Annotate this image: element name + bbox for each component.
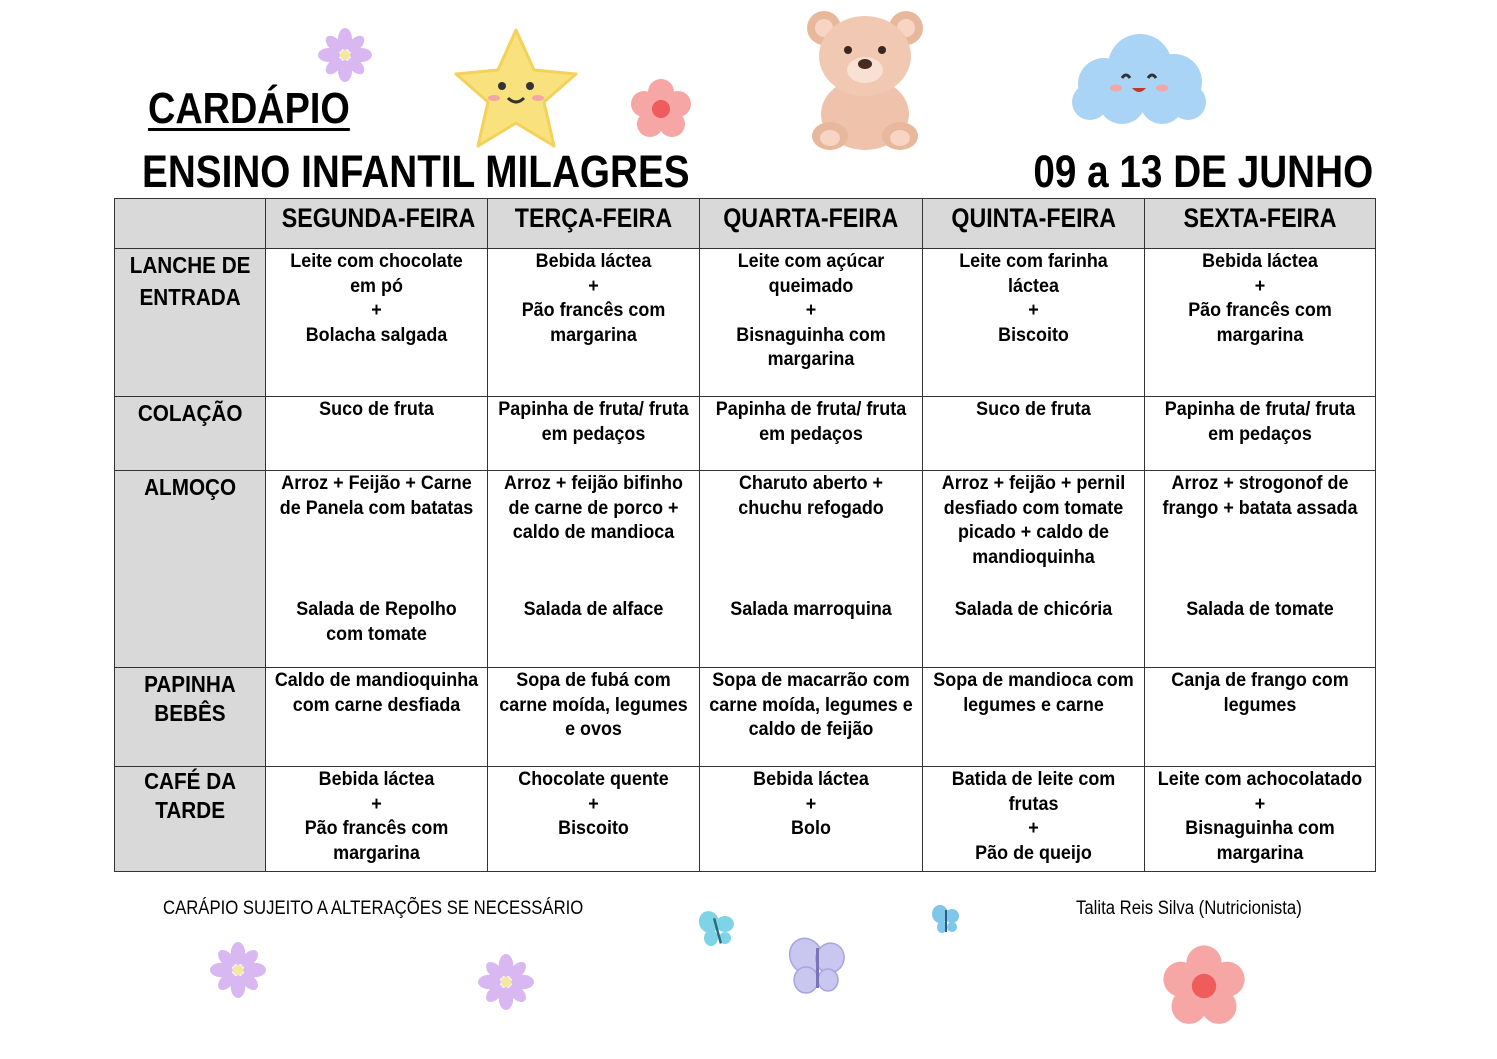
day-header: QUARTA-FEIRA — [700, 199, 923, 249]
menu-cell: Papinha de fruta/ fruta em pedaços — [1145, 397, 1376, 471]
date-range: 09 a 13 DE JUNHO — [1033, 146, 1373, 197]
table-row — [115, 249, 1376, 397]
salad-text: Salada de Repolho com tomate — [296, 598, 457, 645]
footer-note: CARÁPIO SUJEITO A ALTERAÇÕES SE NECESSÁRIO — [163, 898, 584, 919]
meal-label: CAFÉ DA TARDE — [115, 767, 266, 872]
butterfly-icon — [784, 934, 850, 1000]
menu-cell: Canja de frango com legumes — [1145, 668, 1376, 767]
salad-text: Salada marroquina — [730, 598, 892, 620]
nutritionist-signature: Talita Reis Silva (Nutricionista) — [1076, 898, 1302, 919]
meal-label: COLAÇÃO — [115, 397, 266, 471]
menu-cell: Bebida láctea + Pão francês com margarina — [266, 767, 488, 872]
menu-cell: Suco de fruta — [266, 397, 488, 471]
cloud-icon — [1070, 26, 1208, 128]
menu-cell: Leite com achocolatado + Bisnaguinha com margarina — [1145, 767, 1376, 872]
menu-cell: Bebida láctea + Pão francês com margarina — [1145, 249, 1376, 397]
table-row — [115, 397, 1376, 471]
day-header: QUINTA-FEIRA — [923, 199, 1145, 249]
meal-label: PAPINHA BEBÊS — [115, 668, 266, 767]
day-header: TERÇA-FEIRA — [488, 199, 700, 249]
menu-cell: Caldo de mandioquinha com carne desfiada — [266, 668, 488, 767]
menu-cell: Arroz + Feijão + Carne de Panela com batatas Salada de Repolho com tomate — [266, 471, 488, 668]
menu-cell: Arroz + feijão bifinho de carne de porco + caldo de mandioca Salada de alface — [488, 471, 700, 668]
flower-icon — [318, 28, 372, 82]
table-header-row — [115, 199, 1376, 249]
butterfly-icon — [930, 904, 962, 936]
page-title: CARDÁPIO — [148, 84, 350, 133]
menu-table — [114, 198, 1376, 872]
menu-cell: Papinha de fruta/ fruta em pedaços — [488, 397, 700, 471]
salad-text: Salada de alface — [523, 598, 664, 620]
menu-cell: Leite com chocolate em pó + Bolacha salgada — [266, 249, 488, 397]
menu-cell: Leite com açúcar queimado + Bisnaguinha com margarina — [700, 249, 923, 397]
menu-cell: Arroz + feijão + pernil desfiado com tomate picado + caldo de mandioquinha Salada de chicória — [923, 471, 1145, 668]
table-row — [115, 471, 1376, 668]
flower-icon — [478, 954, 534, 1010]
menu-cell: Sopa de fubá com carne moída, legumes e ovos — [488, 668, 700, 767]
menu-cell: Leite com farinha láctea + Biscoito — [923, 249, 1145, 397]
school-name: ENSINO INFANTIL MILAGRES — [142, 146, 690, 197]
table-row — [115, 767, 1376, 872]
menu-cell: Bebida láctea + Bolo — [700, 767, 923, 872]
day-header: SEGUNDA-FEIRA — [266, 199, 488, 249]
star-icon — [452, 26, 580, 152]
flower-icon — [630, 78, 692, 140]
flower-icon — [1162, 944, 1246, 1028]
menu-cell: Chocolate quente + Biscoito — [488, 767, 700, 872]
menu-cell: Charuto aberto + chuchu refogado Salada marroquina — [700, 471, 923, 668]
salad-text: Salada de chicória — [954, 598, 1113, 620]
corner-cell — [115, 199, 266, 249]
menu-cell: Sopa de macarrão com carne moída, legumes e caldo de feijão — [700, 668, 923, 767]
table-row — [115, 668, 1376, 767]
day-header: SEXTA-FEIRA — [1145, 199, 1376, 249]
menu-cell: Bebida láctea + Pão francês com margarina — [488, 249, 700, 397]
menu-cell: Arroz + strogonof de frango + batata assada Salada de tomate — [1145, 471, 1376, 668]
menu-cell: Papinha de fruta/ fruta em pedaços — [700, 397, 923, 471]
teddy-bear-icon — [800, 6, 930, 152]
menu-cell: Batida de leite com frutas + Pão de queijo — [923, 767, 1145, 872]
butterfly-icon — [697, 910, 737, 948]
meal-label: ALMOÇO — [115, 471, 266, 668]
menu-cell: Sopa de mandioca com legumes e carne — [923, 668, 1145, 767]
flower-icon — [210, 942, 266, 998]
meal-label: LANCHE DE ENTRADA — [115, 249, 266, 397]
salad-text: Salada de tomate — [1186, 598, 1334, 620]
menu-cell: Suco de fruta — [923, 397, 1145, 471]
